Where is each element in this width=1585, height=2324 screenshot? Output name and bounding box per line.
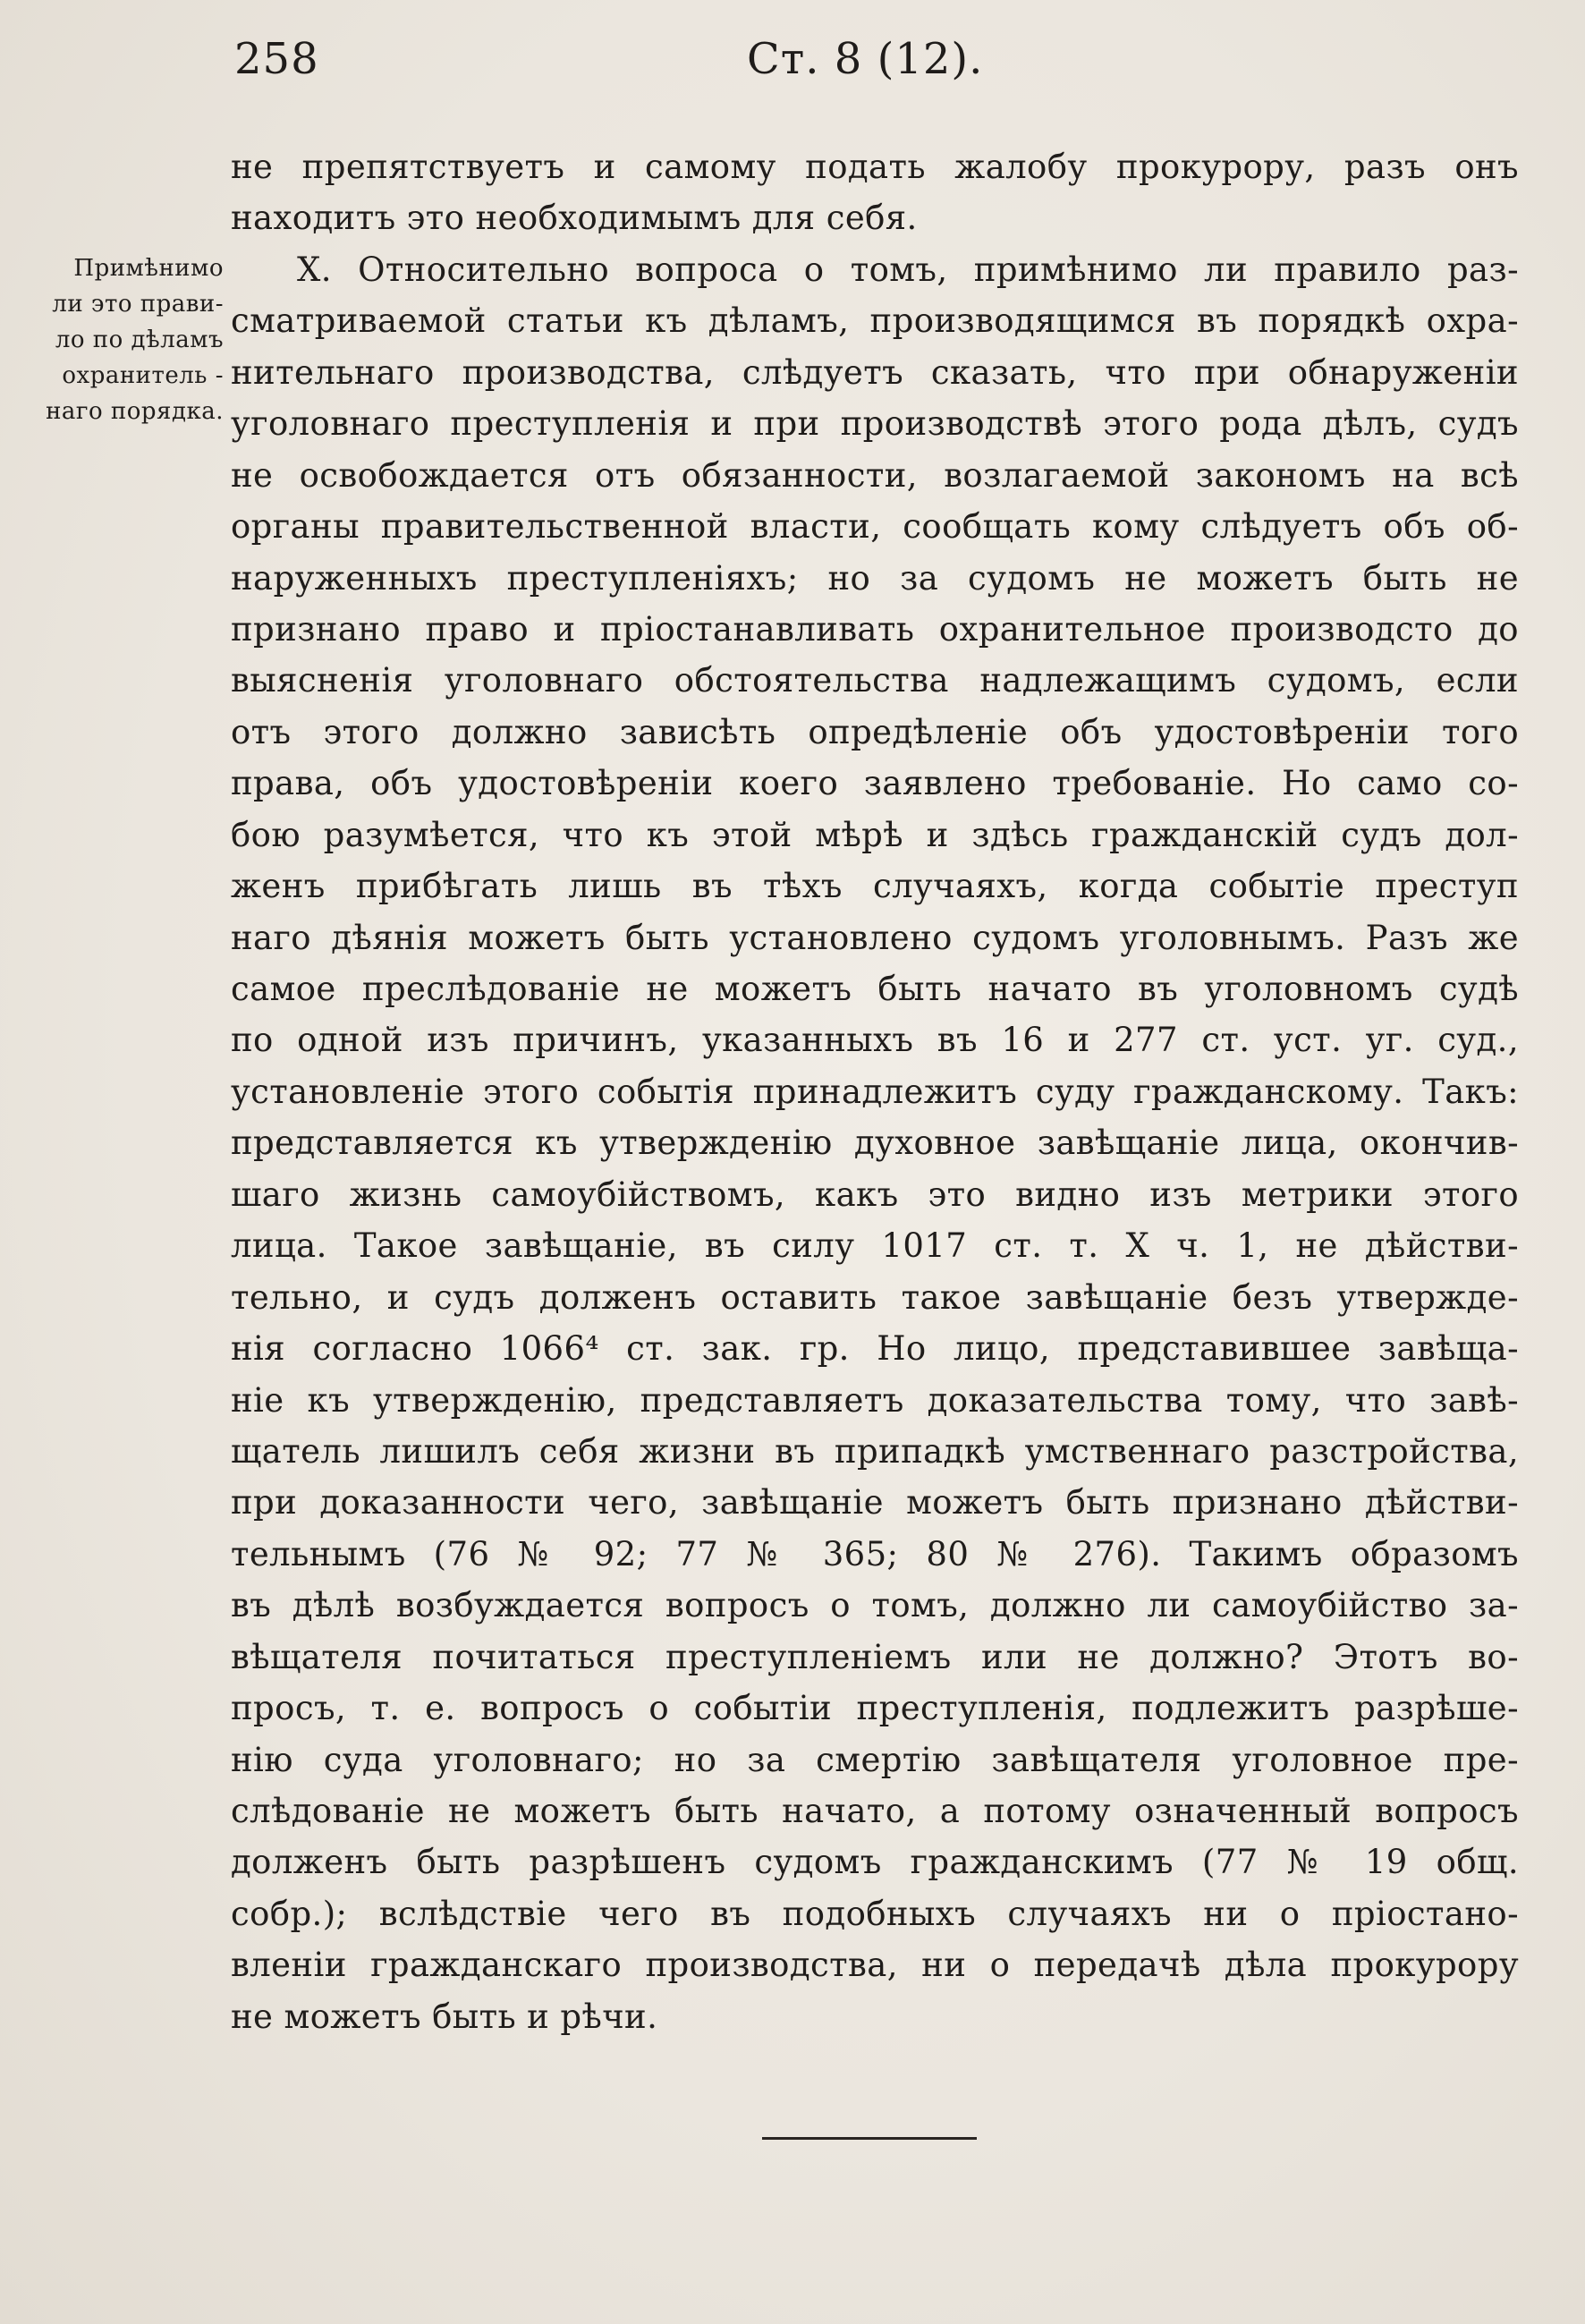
text-line: по одной изъ причинъ, указанныхъ въ 16 и 277 ст. уст. уг. суд., bbox=[231, 1021, 1519, 1060]
text-line: установленіе этого событія принадлежитъ суду гражданскому. Такъ: bbox=[231, 1072, 1519, 1111]
text-line: тельно, и судъ долженъ оставить такое завѣщаніе безъ утвержде- bbox=[231, 1277, 1519, 1317]
text-line: при доказанности чего, завѣщаніе можетъ быть признано дѣйстви- bbox=[231, 1483, 1519, 1522]
text-line: тельнымъ (76 № 92; 77 № 365; 80 № 276). Такимъ образомъ bbox=[231, 1534, 1519, 1573]
paragraph-start-line: X. Относительно вопроса о томъ, примѣнимо ли правило раз- bbox=[297, 250, 1519, 289]
text-line: не освобождается отъ обязанности, возлагаемой закономъ на всѣ bbox=[231, 455, 1519, 495]
text-line: признано право и пріостанавливать охранительное производсто до bbox=[231, 609, 1519, 649]
text-line: представляется къ утвержденію духовное завѣщаніе лица, окончив- bbox=[231, 1124, 1519, 1163]
margin-note-line: ли это прави- bbox=[52, 291, 224, 318]
text-line: нительнаго производства, слѣдуетъ сказать, что при обнаруженіи bbox=[231, 352, 1519, 392]
text-line: наруженныхъ преступленіяхъ; но за судомъ не можетъ быть не bbox=[231, 558, 1519, 598]
text-line: вленіи гражданскаго производства, ни о передачѣ дѣла прокурору bbox=[231, 1946, 1519, 1985]
end-rule bbox=[762, 2137, 977, 2140]
text-line: самое преслѣдованіе не можетъ быть начато въ уголовномъ судѣ bbox=[231, 970, 1519, 1008]
text-line: щатель лишилъ себя жизни въ припадкѣ умственнаго разстройства, bbox=[231, 1431, 1519, 1471]
text-line: собр.); вслѣдствіе чего въ подобныхъ случаяхъ ни о пріостано- bbox=[231, 1894, 1519, 1933]
running-title: Ст. 8 (12). bbox=[747, 34, 984, 84]
text-line: бою разумѣется, что къ этой мѣрѣ и здѣсь гражданскій судъ дол- bbox=[231, 815, 1519, 854]
text-line: органы правительственной власти, сообщать кому слѣдуетъ объ об- bbox=[231, 507, 1519, 547]
margin-note-line: охранитель - bbox=[62, 362, 224, 389]
text-line: слѣдованіе не можетъ быть начато, а потому означенный вопросъ bbox=[231, 1792, 1519, 1830]
text-line: не препятствуетъ и самому подать жалобу прокурору, разъ онъ bbox=[231, 148, 1519, 186]
text-line: шаго жизнь самоубійствомъ, какъ это видно изъ метрики этого bbox=[231, 1175, 1519, 1214]
page-number: 258 bbox=[234, 34, 319, 84]
text-line: женъ прибѣгать лишь въ тѣхъ случаяхъ, когда событіе преступ bbox=[231, 867, 1519, 906]
margin-note-line: Примѣнимо bbox=[73, 255, 224, 282]
text-line: не можетъ быть и рѣчи. bbox=[231, 1997, 658, 2036]
text-line: наго дѣянія можетъ быть установлено судомъ уголовнымъ. Разъ же bbox=[231, 918, 1519, 957]
margin-note-line: ло по дѣламъ bbox=[55, 327, 224, 353]
text-line: ніе къ утвержденію, представляетъ доказательства тому, что завѣ- bbox=[231, 1380, 1519, 1420]
text-line: вѣщателя почитаться преступленіемъ или не должно? Этотъ во- bbox=[231, 1637, 1519, 1676]
text-line: въ дѣлѣ возбуждается вопросъ о томъ, должно ли самоубійство за- bbox=[231, 1586, 1519, 1625]
margin-note bbox=[11, 250, 224, 429]
text-line: долженъ быть разрѣшенъ судомъ гражданскимъ (77 № 19 общ. bbox=[231, 1843, 1519, 1882]
body-text bbox=[231, 141, 1519, 2042]
text-line: находитъ это необходимымъ для себя. bbox=[231, 199, 918, 238]
margin-note-line: наго порядка. bbox=[46, 398, 224, 425]
text-line: лица. Такое завѣщаніе, въ силу 1017 ст. т. X ч. 1, не дѣйстви- bbox=[231, 1226, 1519, 1266]
text-line: выясненія уголовнаго обстоятельства надлежащимъ судомъ, если bbox=[231, 661, 1519, 700]
text-line: уголовнаго преступленія и при производствѣ этого рода дѣлъ, судъ bbox=[231, 404, 1519, 444]
text-line: отъ этого должно зависѣть опредѣленіе объ удостовѣреніи того bbox=[231, 712, 1519, 751]
text-line: просъ, т. е. вопросъ о событіи преступленія, подлежитъ разрѣше- bbox=[231, 1689, 1519, 1728]
text-line: нія согласно 1066⁴ ст. зак. гр. Но лицо, представившее завѣща- bbox=[231, 1329, 1519, 1369]
text-line: нію суда уголовнаго; но за смертію завѣщателя уголовное пре- bbox=[231, 1740, 1519, 1779]
text-line: сматриваемой статьи къ дѣламъ, производящимся въ порядкѣ охра- bbox=[231, 301, 1519, 341]
text-line: права, объ удостовѣреніи коего заявлено требованіе. Но само со- bbox=[231, 764, 1519, 803]
